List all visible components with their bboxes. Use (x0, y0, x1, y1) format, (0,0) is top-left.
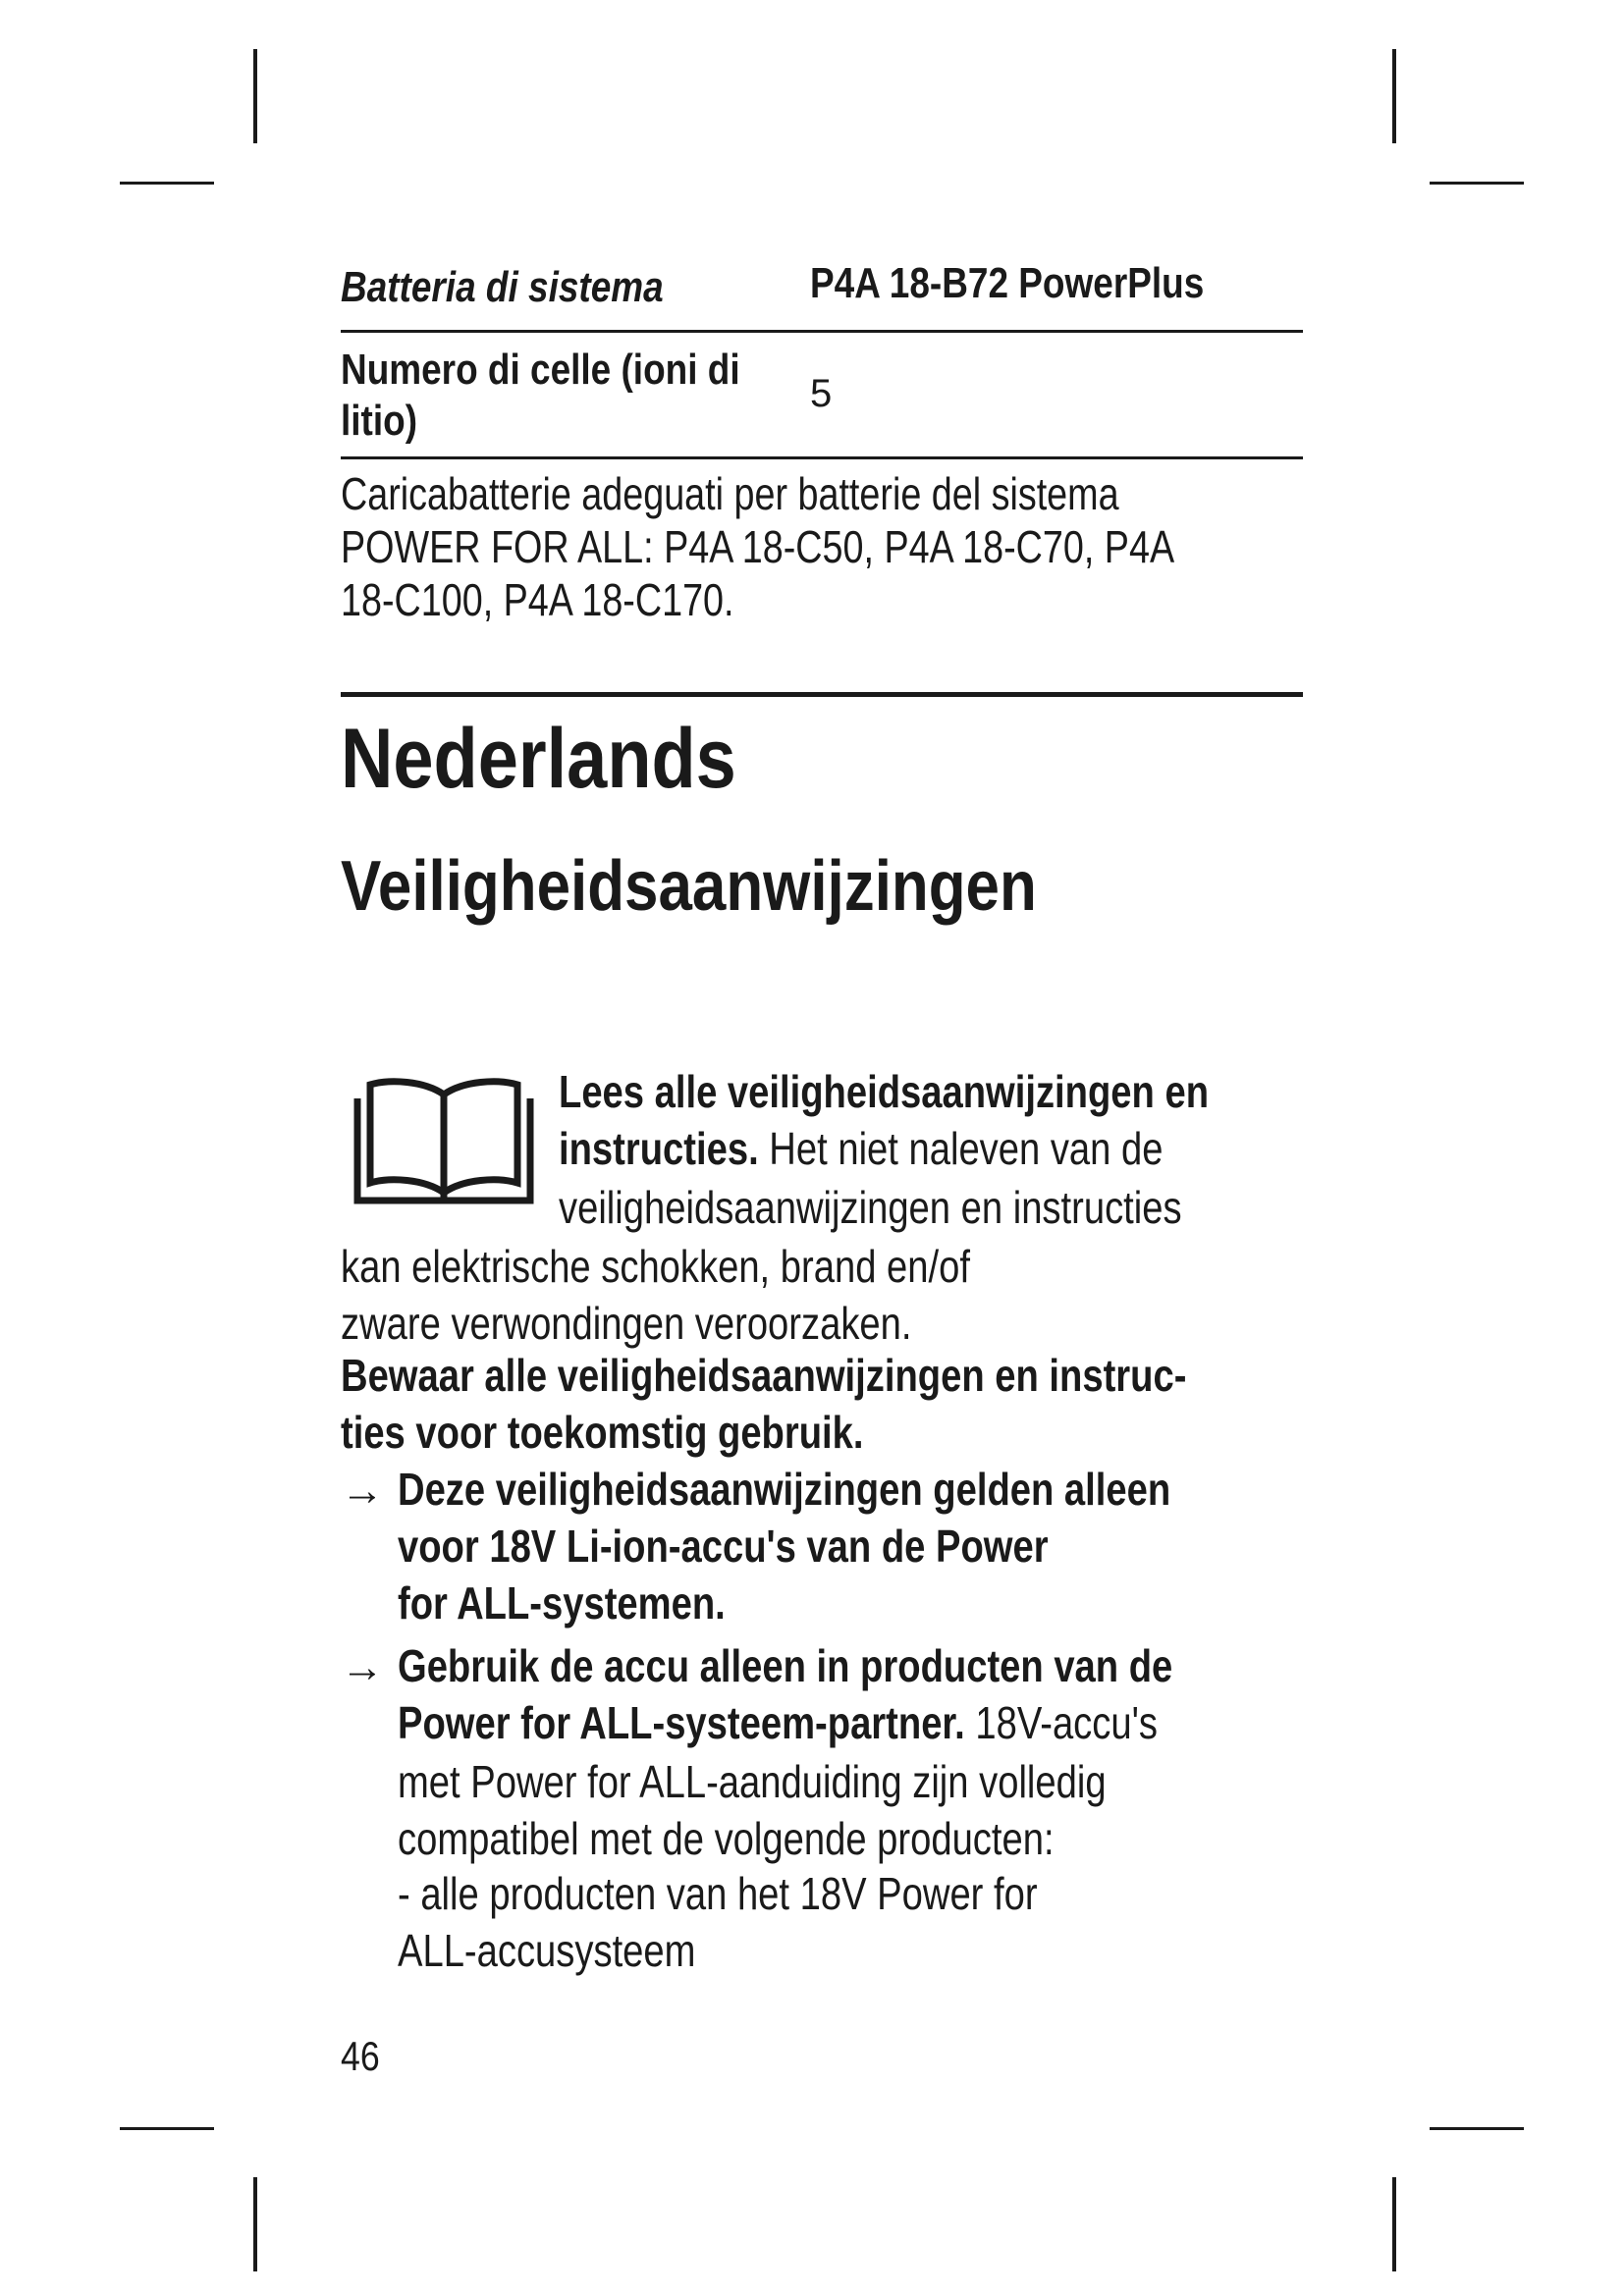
language-heading: Nederlands (341, 712, 736, 806)
intro-line2 (559, 1122, 1163, 1175)
spec-table-row (341, 333, 1303, 459)
crop-mark-bottom-left-horizontal (120, 2127, 214, 2130)
crop-mark-bottom-right-vertical (1392, 2177, 1396, 2271)
spec-table (341, 255, 1303, 626)
section-divider (341, 692, 1303, 697)
open-book-icon (346, 1073, 542, 1210)
bullet1-line2: voor 18V Li-ion-accu's van de Power (398, 1521, 1049, 1572)
bullet2-line5: - alle producten van het 18V Power for (398, 1868, 1038, 1919)
crop-mark-bottom-right-horizontal (1430, 2127, 1524, 2130)
charger-note-line1: Caricabatterie adeguati per batterie del sistema (341, 468, 1119, 519)
bullet2-line3: met Power for ALL-aanduiding zijn volledig (398, 1756, 1107, 1807)
keep-instructions-line2: ties voor toekomstig gebruik. (341, 1407, 864, 1458)
intro-line4: kan elektrische schokken, brand en/of (341, 1241, 970, 1292)
crop-mark-top-right-vertical (1392, 49, 1396, 143)
spec-row-label-line1: Numero di celle (ioni di (341, 346, 740, 394)
charger-note-line2: POWER FOR ALL: P4A 18-C50, P4A 18-C70, P4A (341, 521, 1175, 572)
section-subtitle: Veiligheidsaanwijzingen (341, 847, 1037, 926)
crop-mark-top-left-horizontal (120, 182, 214, 185)
bullet2-line6: ALL-accusysteem (398, 1925, 696, 1976)
spec-header-label: Batteria di sistema (341, 263, 664, 311)
spec-row-value: 5 (810, 372, 833, 415)
bullet2-line2-normal: 18V-accu's (964, 1697, 1158, 1748)
arrow-icon: → (341, 1467, 384, 1515)
bullet2-line2 (398, 1696, 1158, 1749)
bullet2-line2-bold: Power for ALL-systeem-partner. (398, 1697, 965, 1748)
spec-header-value: P4A 18-B72 PowerPlus (810, 259, 1205, 307)
crop-mark-top-right-horizontal (1430, 182, 1524, 185)
bullet2-line1: Gebruik de accu alleen in producten van de (398, 1640, 1173, 1691)
intro-line5: zware verwondingen veroorzaken. (341, 1298, 912, 1349)
crop-mark-top-left-vertical (253, 49, 257, 143)
charger-note (341, 467, 1303, 626)
bullet2-line4: compatibel met de volgende producten: (398, 1813, 1055, 1864)
bullet1-line1: Deze veiligheidsaanwijzingen gelden alleen (398, 1464, 1171, 1515)
charger-note-line3: 18-C100, P4A 18-C170. (341, 574, 734, 625)
page-number: 46 (341, 2033, 380, 2079)
spec-table-header (341, 255, 1303, 333)
crop-mark-bottom-left-vertical (253, 2177, 257, 2271)
intro-bold-line1: Lees alle veiligheidsaanwijzingen en (559, 1066, 1210, 1117)
spec-row-label-line2: litio) (341, 397, 418, 445)
bullet1-line3: for ALL-systemen. (398, 1577, 726, 1629)
intro-line3: veiligheidsaanwijzingen en instructies (559, 1182, 1182, 1233)
keep-instructions-line1: Bewaar alle veiligheidsaanwijzingen en instruc- (341, 1350, 1187, 1401)
intro-bold-line2: instructies. (559, 1123, 759, 1174)
intro-normal-line2: Het niet naleven van de (758, 1123, 1164, 1174)
arrow-icon: → (341, 1643, 384, 1691)
